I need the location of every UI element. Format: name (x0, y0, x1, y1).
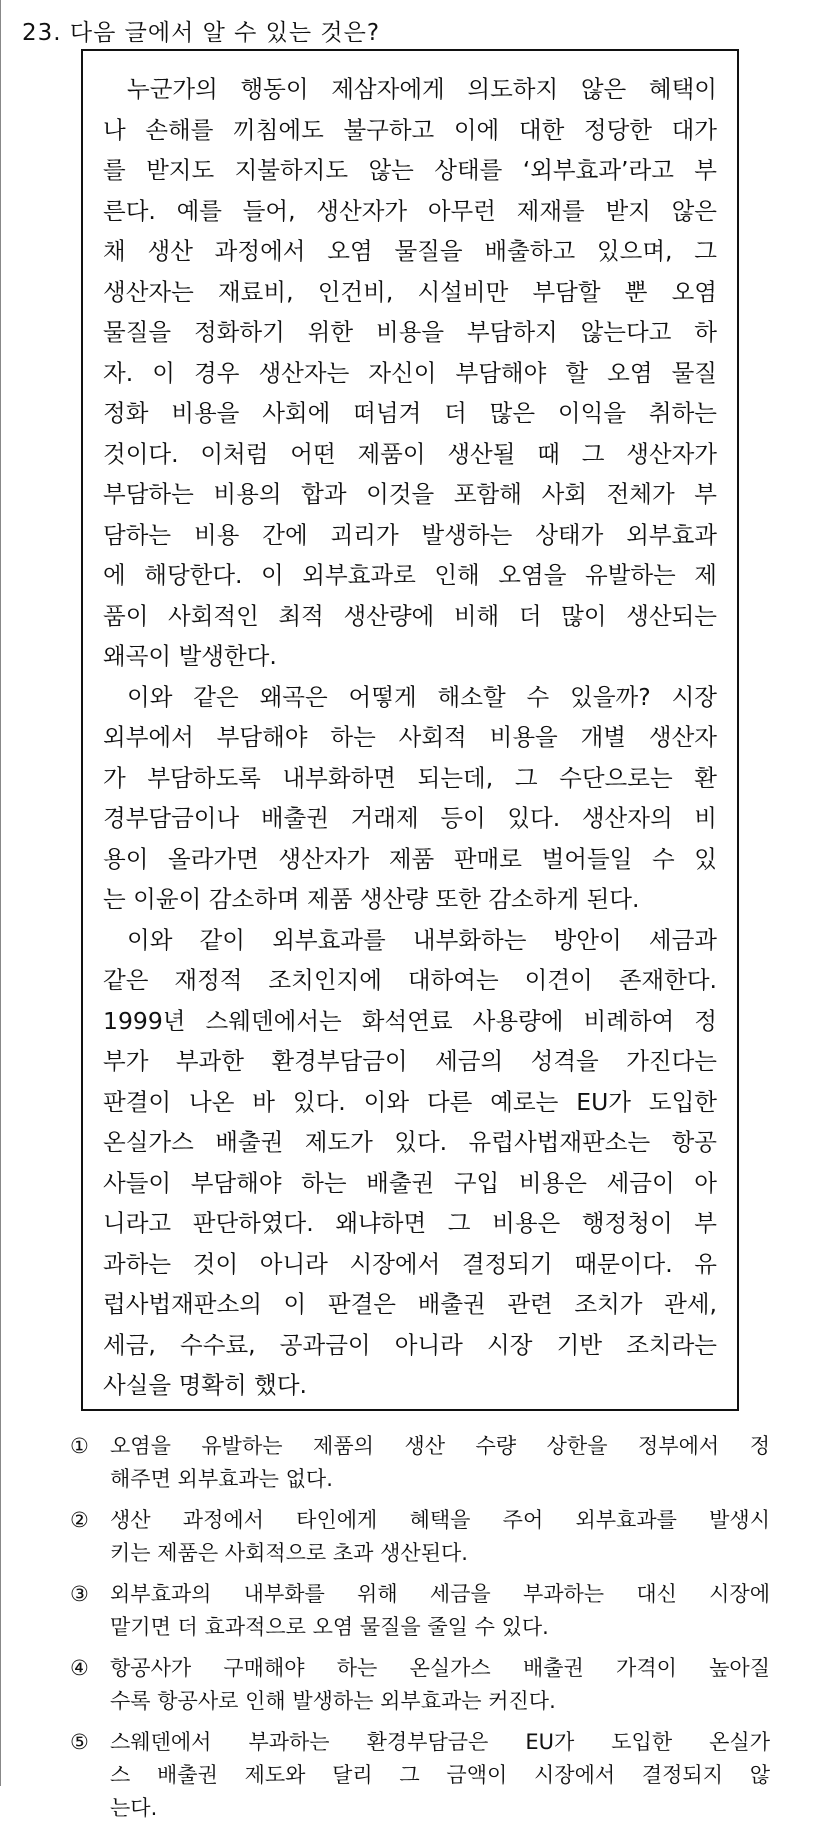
answer-option-2[interactable] (70, 1504, 770, 1570)
option-text-line: 오염을 유발하는 제품의 생산 수량 상한을 정부에서 정 (110, 1434, 770, 1458)
passage-line: 과하는 것이 아니라 시장에서 결정되기 때문이다. 유 (103, 1249, 717, 1278)
passage-line: 같은 재정적 조치인지에 대하여는 이견이 존재한다. (103, 966, 717, 994)
passage-line: 사실을 명확히 했다. (103, 1371, 308, 1399)
option-text-line: 스 배출권 제도와 달리 그 금액이 시장에서 결정되지 않 (110, 1763, 770, 1787)
passage-line: 물질을 정화하기 위한 비용을 부담하지 않는다고 하 (103, 318, 717, 346)
passage-box (81, 49, 739, 1411)
passage-line: 생산자는 재료비, 인건비, 시설비만 부담할 뿐 오염 (103, 277, 717, 306)
answer-option-4[interactable] (70, 1652, 770, 1718)
passage-line: 온실가스 배출권 제도가 있다. 유럽사법재판소는 항공 (103, 1128, 717, 1156)
option-number: ① (70, 1434, 89, 1458)
option-text-line: 수록 항공사로 인해 발생하는 외부효과는 커진다. (110, 1689, 556, 1713)
passage-line: 는 이윤이 감소하며 제품 생산량 또한 감소하게 된다. (103, 885, 640, 913)
question-title: 23. 다음 글에서 알 수 있는 것은? (22, 20, 381, 46)
passage-line: 담하는 비용 간에 괴리가 발생하는 상태가 외부효과 (103, 520, 717, 549)
answer-option-3[interactable] (70, 1578, 770, 1644)
option-text-line: 는다. (110, 1796, 158, 1820)
option-text-line: 해주면 외부효과는 없다. (110, 1467, 333, 1491)
passage-line: 품이 사회적인 최적 생산량에 비해 더 많이 생산되는 (103, 601, 717, 630)
answer-options (70, 1430, 770, 1833)
passage-line: 가 부담하도록 내부화하면 되는데, 그 수단으로는 환 (103, 763, 717, 792)
passage-line: 부가 부과한 환경부담금이 세금의 성격을 가진다는 (103, 1047, 717, 1075)
passage-line: 른다. 예를 들어, 생산자가 아무런 제재를 받지 않은 (103, 196, 717, 225)
option-text-line: 키는 제품은 사회적으로 초과 생산된다. (110, 1541, 468, 1565)
passage-line: 누군가의 행동이 제삼자에게 의도하지 않은 혜택이 (127, 75, 717, 103)
passage-line: 부담하는 비용의 합과 이것을 포함해 사회 전체가 부 (103, 480, 717, 508)
option-text-line: 생산 과정에서 타인에게 혜택을 주어 외부효과를 발생시 (110, 1508, 770, 1532)
option-number: ③ (70, 1582, 89, 1606)
passage-line: 에 해당한다. 이 외부효과로 인해 오염을 유발하는 제 (103, 561, 717, 589)
answer-option-1[interactable] (70, 1430, 770, 1496)
option-text-line: 맡기면 더 효과적으로 오염 물질을 줄일 수 있다. (110, 1615, 549, 1639)
passage-line: 정화 비용을 사회에 떠넘겨 더 많은 이익을 취하는 (103, 399, 717, 427)
option-text-line: 스웨덴에서 부과하는 환경부담금은 EU가 도입한 온실가 (110, 1730, 770, 1754)
option-text-line: 항공사가 구매해야 하는 온실가스 배출권 가격이 높아질 (110, 1656, 770, 1680)
passage-line: 경부담금이나 배출권 거래제 등이 있다. 생산자의 비 (103, 804, 717, 832)
option-number: ④ (70, 1656, 89, 1680)
passage-line: 것이다. 이처럼 어떤 제품이 생산될 때 그 생산자가 (103, 439, 717, 468)
passage-line: 채 생산 과정에서 오염 물질을 배출하고 있으며, 그 (103, 237, 717, 265)
page-edge-line (0, 0, 1, 1786)
passage-line: 판결이 나온 바 있다. 이와 다른 예로는 EU가 도입한 (103, 1087, 717, 1116)
answer-option-5[interactable] (70, 1726, 770, 1825)
passage-line: 이와 같이 외부효과를 내부화하는 방안이 세금과 (127, 925, 717, 954)
option-number: ⑤ (70, 1730, 89, 1754)
passage-line: 를 받지도 지불하지도 않는 상태를 ‘외부효과’라고 부 (103, 156, 717, 184)
passage-line: 세금, 수수료, 공과금이 아니라 시장 기반 조치라는 (103, 1330, 717, 1359)
passage-line: 이와 같은 왜곡은 어떻게 해소할 수 있을까? 시장 (127, 682, 717, 711)
passage-line: 1999년 스웨덴에서는 화석연료 사용량에 비례하여 정 (103, 1006, 717, 1035)
passage-text (103, 69, 717, 1406)
passage-line: 럽사법재판소의 이 판결은 배출권 관련 조치가 관세, (103, 1290, 717, 1318)
passage-line: 왜곡이 발생한다. (103, 642, 277, 670)
passage-line: 나 손해를 끼침에도 불구하고 이에 대한 정당한 대가 (103, 115, 717, 144)
option-text-line: 외부효과의 내부화를 위해 세금을 부과하는 대신 시장에 (110, 1582, 770, 1606)
option-number: ② (70, 1508, 89, 1532)
passage-line: 니라고 판단하였다. 왜냐하면 그 비용은 행정청이 부 (103, 1209, 717, 1237)
passage-line: 사들이 부담해야 하는 배출권 구입 비용은 세금이 아 (103, 1168, 717, 1197)
passage-line: 자. 이 경우 생산자는 자신이 부담해야 할 오염 물질 (103, 358, 717, 387)
passage-line: 용이 올라가면 생산자가 제품 판매로 벌어들일 수 있 (103, 844, 717, 873)
passage-line: 외부에서 부담해야 하는 사회적 비용을 개별 생산자 (103, 723, 717, 751)
